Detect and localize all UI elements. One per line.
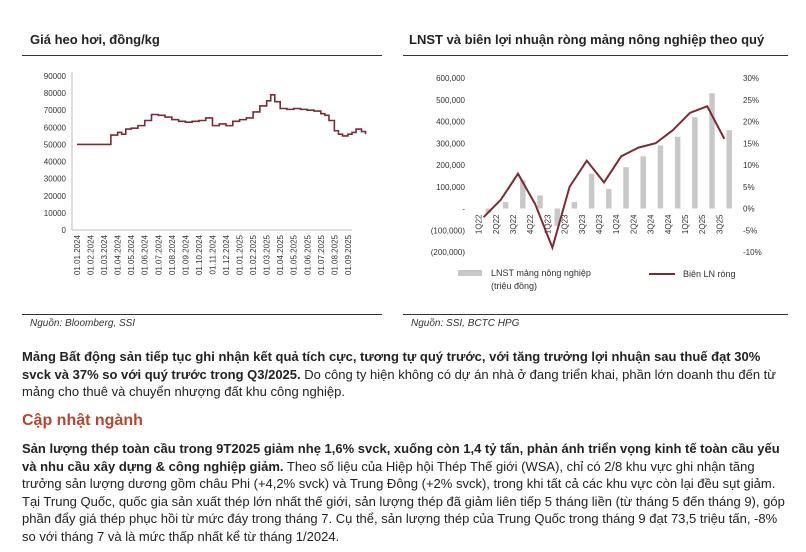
profit-bar bbox=[606, 189, 612, 209]
x-tick-label: 3Q23 bbox=[577, 214, 587, 235]
x-tick-label: 01.12.2024 bbox=[222, 235, 232, 276]
profit-bar bbox=[572, 202, 578, 209]
y-tick-label: - bbox=[462, 204, 465, 214]
y2-tick-label: 10% bbox=[743, 161, 760, 170]
y-tick-label: 70000 bbox=[43, 106, 66, 116]
x-tick-label: 01.03.2024 bbox=[100, 235, 110, 276]
y-tick-label: 200,000 bbox=[436, 161, 465, 170]
y2-tick-label: 20% bbox=[743, 117, 760, 127]
x-tick-label: 01.01.2024 bbox=[73, 235, 82, 276]
left-chart-source: Nguồn: Bloomberg, SSI bbox=[30, 318, 136, 329]
y2-tick-label: 0% bbox=[743, 204, 755, 214]
y2-tick-label: 30% bbox=[743, 74, 760, 83]
y-tick-label: 30000 bbox=[43, 174, 66, 184]
y-tick-label: 100,000 bbox=[436, 182, 465, 192]
y2-tick-label: -5% bbox=[743, 226, 758, 236]
legend-bar-label-unit: (triệu đồng) bbox=[491, 281, 538, 291]
right-chart-bottom-rule bbox=[403, 314, 788, 315]
x-tick-label: 2Q24 bbox=[629, 214, 639, 235]
y2-tick-label: 25% bbox=[743, 95, 760, 105]
paragraph-steel-body: Theo số liệu của Hiệp hội Thép Thế giới (WSA), chỉ có 2/8 khu vực ghi nhận tăng trưởng sản lượng dương gồm châu Phi (+4,2% svck) và Trung Đông (+2% svck), trong khi tất cả các khu vực còn lại đều sụt giảm. Tại Trung Quốc, quốc gia sản xuất thép lớn nhất thế giới, sản lượng thép đã giảm liên tiếp 5 tháng liền (từ tháng 5 đến tháng 9), góp phần đẩy giá thép phục hồi từ mức đáy trong tháng 7. Cụ thể, sản lượng thép của Trung Quốc trong tháng 9 đạt 73,5 triệu tấn, -8% so với tháng 7 và là mức thấp nhất kể từ tháng 1/2024. bbox=[22, 458, 785, 544]
profit-bar bbox=[640, 156, 646, 208]
y-tick-label: 500,000 bbox=[436, 95, 465, 105]
x-tick-label: 1Q25 bbox=[681, 214, 690, 235]
legend-bar-label: LNST mảng nông nghiệp bbox=[491, 268, 591, 278]
x-tick-label: 4Q23 bbox=[595, 214, 604, 235]
x-tick-label: 01.08.2025 bbox=[330, 235, 340, 276]
y-tick-label: 20000 bbox=[43, 191, 66, 201]
x-tick-label: 3Q25 bbox=[715, 214, 725, 235]
y-tick-label: 400,000 bbox=[436, 117, 465, 127]
y-tick-label: (200,000) bbox=[430, 248, 465, 257]
y-tick-label: 10000 bbox=[43, 208, 66, 218]
x-tick-label: 2Q23 bbox=[560, 214, 570, 235]
y-tick-label: 60000 bbox=[43, 123, 66, 133]
x-tick-label: 01.08.2024 bbox=[167, 235, 177, 276]
y-tick-label: 40000 bbox=[43, 157, 66, 167]
profit-bar bbox=[537, 195, 543, 208]
pig-price-chart bbox=[22, 62, 362, 292]
x-tick-label: 1Q23 bbox=[543, 214, 553, 235]
x-tick-label: 01.09.2024 bbox=[181, 235, 191, 276]
paragraph-real-estate-bold: Mảng Bất động sản tiếp tục ghi nhận kết quả tích cực, tương tự quý trước, với tăng trưởng lợi nhuận sau thuế đạt 30% svck và 37% so với quý trước trong Q3/2025. bbox=[22, 349, 761, 382]
x-tick-label: 01.11.2024 bbox=[208, 235, 218, 275]
left-chart-title: Giá heo hơi, đồng/kg bbox=[30, 32, 160, 47]
profit-bar bbox=[623, 167, 629, 208]
x-tick-label: 01.03.2025 bbox=[262, 234, 272, 276]
legend-bar-swatch bbox=[458, 270, 482, 276]
y-tick-label: 600,000 bbox=[436, 74, 465, 83]
left-chart-bottom-rule bbox=[22, 314, 382, 315]
left-chart-rule bbox=[22, 55, 382, 56]
x-tick-label: 01.07.2024 bbox=[154, 235, 164, 276]
profit-bar bbox=[726, 130, 732, 208]
x-tick-label: 1Q24 bbox=[612, 214, 622, 235]
x-tick-label: 3Q22 bbox=[509, 214, 518, 235]
y2-tick-label: -10% bbox=[743, 248, 762, 257]
x-tick-label: 01.01.2025 bbox=[235, 235, 245, 276]
paragraph-steel bbox=[22, 440, 790, 545]
y2-tick-label: 15% bbox=[743, 139, 760, 149]
x-tick-label: 2Q22 bbox=[491, 214, 501, 235]
y2-tick-label: 5% bbox=[743, 182, 755, 192]
paragraph-real-estate bbox=[22, 348, 790, 401]
profit-bar bbox=[692, 117, 698, 208]
x-tick-label: 01.09.2025 bbox=[343, 235, 353, 276]
x-tick-label: 3Q24 bbox=[646, 214, 656, 235]
y-tick-label: 50000 bbox=[43, 140, 66, 150]
y-tick-label: (100,000) bbox=[430, 226, 465, 236]
paragraph-real-estate-body: Do công ty hiện không có dự án nhà ở đang triển khai, phần lớn doanh thu đến từ mảng cho thuê và chuyển nhượng đất khu công nghiệp. bbox=[22, 366, 776, 399]
y-tick-label: 0 bbox=[61, 226, 66, 235]
right-chart-title: LNST và biên lợi nhuận ròng mảng nông nghiệp theo quý bbox=[409, 32, 765, 47]
y-tick-label: 300,000 bbox=[436, 139, 465, 149]
legend-line-label: Biên LN ròng bbox=[683, 269, 736, 279]
y-tick-label: 90000 bbox=[43, 72, 66, 81]
x-tick-label: 4Q22 bbox=[526, 214, 536, 235]
x-tick-label: 01.06.2024 bbox=[140, 235, 150, 276]
pig-price-line bbox=[77, 95, 366, 145]
profit-bar bbox=[675, 137, 681, 209]
x-tick-label: 01.02.2024 bbox=[86, 235, 96, 276]
profit-bar bbox=[658, 145, 664, 208]
x-tick-label: 4Q24 bbox=[663, 214, 673, 235]
profit-bar bbox=[503, 202, 509, 209]
x-tick-label: 01.06.2025 bbox=[303, 235, 313, 276]
x-tick-label: 2Q25 bbox=[698, 214, 708, 235]
x-tick-label: 01.02.2025 bbox=[249, 235, 259, 276]
agri-profit-chart bbox=[403, 62, 788, 302]
x-tick-label: 01.05.2025 bbox=[289, 235, 299, 276]
section-heading-industry-update: Cập nhật ngành bbox=[22, 412, 143, 429]
x-tick-label: 01.04.2025 bbox=[276, 235, 286, 276]
x-tick-label: 01.04.2024 bbox=[113, 235, 123, 276]
right-chart-source: Nguồn: SSI, BCTC HPG bbox=[411, 318, 520, 329]
paragraph-steel-bold: Sản lượng thép toàn cầu trong 9T2025 giảm nhẹ 1,6% svck, xuống còn 1,4 tỷ tấn, phản ánh triển vọng kinh tế toàn cầu yếu và nhu cầu xây dựng & công nghiệp giảm. bbox=[22, 441, 780, 474]
x-tick-label: 01.10.2024 bbox=[194, 235, 204, 276]
x-tick-label: 1Q22 bbox=[474, 214, 484, 235]
x-tick-label: 01.05.2024 bbox=[127, 235, 137, 276]
y-tick-label: 80000 bbox=[43, 89, 66, 99]
x-tick-label: 01.07.2025 bbox=[316, 235, 326, 276]
profit-bar bbox=[589, 174, 595, 209]
right-chart-rule bbox=[403, 55, 788, 56]
